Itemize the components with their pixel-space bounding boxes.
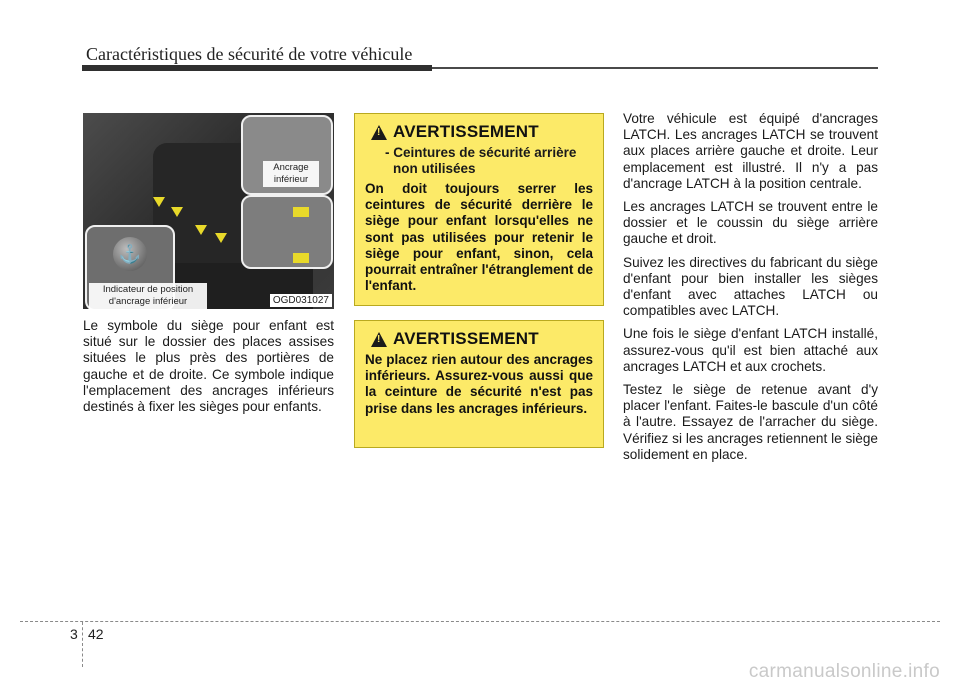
paragraph: Les ancrages LATCH se trouvent entre le dossier et le coussin du siège arrière gauche et droit. [623,199,878,247]
column1-paragraph: Le symbole du siège pour enfant est situé sur le dossier des places assises situées le plus près des portières de gauche et de droite. Ce symbole indique l'emplacement des ancrages inférieurs destinés à fixer les sièges pour enfants. [83,318,334,415]
paragraph: Suivez les directives du fabricant du siège d'enfant pour bien installer les sièges d'enfant avec attaches LATCH ou compatibles avec LATCH. [623,254,878,319]
anchor-arrow-icon [215,233,227,243]
anchor-pointer-icon [293,253,309,263]
warning-box-anchors [354,320,604,448]
latch-anchor-photo [83,113,334,309]
paragraph: Testez le siège de retenue avant d'y placer l'enfant. Faites-le bascule d'un côté à l'autre. Essayez de l'arracher du siège. Vérifiez si les ancrages retiennent le siège solidement en place. [623,382,878,462]
child-seat-anchor-icon: ⚓ [113,237,147,271]
figure-code: OGD031027 [270,294,332,307]
header-rule-accent [82,65,432,71]
chapter-number: 3 [70,626,78,642]
column3-text [623,111,878,470]
warning-box-seatbelts [354,113,604,306]
page-number: 42 [88,626,104,642]
anchor-arrow-icon [153,197,165,207]
inset-lower-anchor [241,195,333,269]
label-anchor-position-indicator: Indicateur de position d'ancrage inférieur [89,283,207,309]
warning-text: On doit toujours serrer les ceintures de sécurité derrière le siège pour enfant lorsqu'elles ne sont pas utilisées pour retenir le siège pour enfant, sinon, cela pourrait entraîner l'étranglement de l'enfant. [365,181,593,294]
paragraph: Votre véhicule est équipé d'ancrages LATCH. Les ancrages LATCH se trouvent aux places arrière gauche et droite. Leur emplacement est illustré. Il n'y a pas d'ancrage LATCH à la position centrale. [623,111,878,191]
warning-triangle-icon: ! [371,125,387,140]
label-lower-anchor: Ancrage inférieur [263,161,319,187]
anchor-arrow-icon [195,225,207,235]
warning-text: Ne placez rien autour des ancrages inférieurs. Assurez-vous aussi que la ceinture de sécurité n'est pas prise dans les ancrages inférieurs. [365,352,593,416]
watermark: carmanualsonline.info [748,661,940,682]
warning-title: AVERTISSEMENT [393,329,539,348]
anchor-pointer-icon [293,207,309,217]
warning-subtitle: - Ceintures de sécurité arrière non utilisées [385,145,577,176]
anchor-arrow-icon [171,207,183,217]
page-header-title: Caractéristiques de sécurité de votre véhicule [86,44,413,64]
footer-divider [82,622,83,667]
warning-title: AVERTISSEMENT [393,122,539,141]
warning-triangle-icon: ! [371,332,387,347]
warning-header [365,329,593,349]
paragraph: Une fois le siège d'enfant LATCH installé, assurez-vous qu'il est bien attaché aux ancrages LATCH et aux crochets. [623,326,878,374]
footer-rule [20,621,940,622]
warning-header [365,122,593,142]
